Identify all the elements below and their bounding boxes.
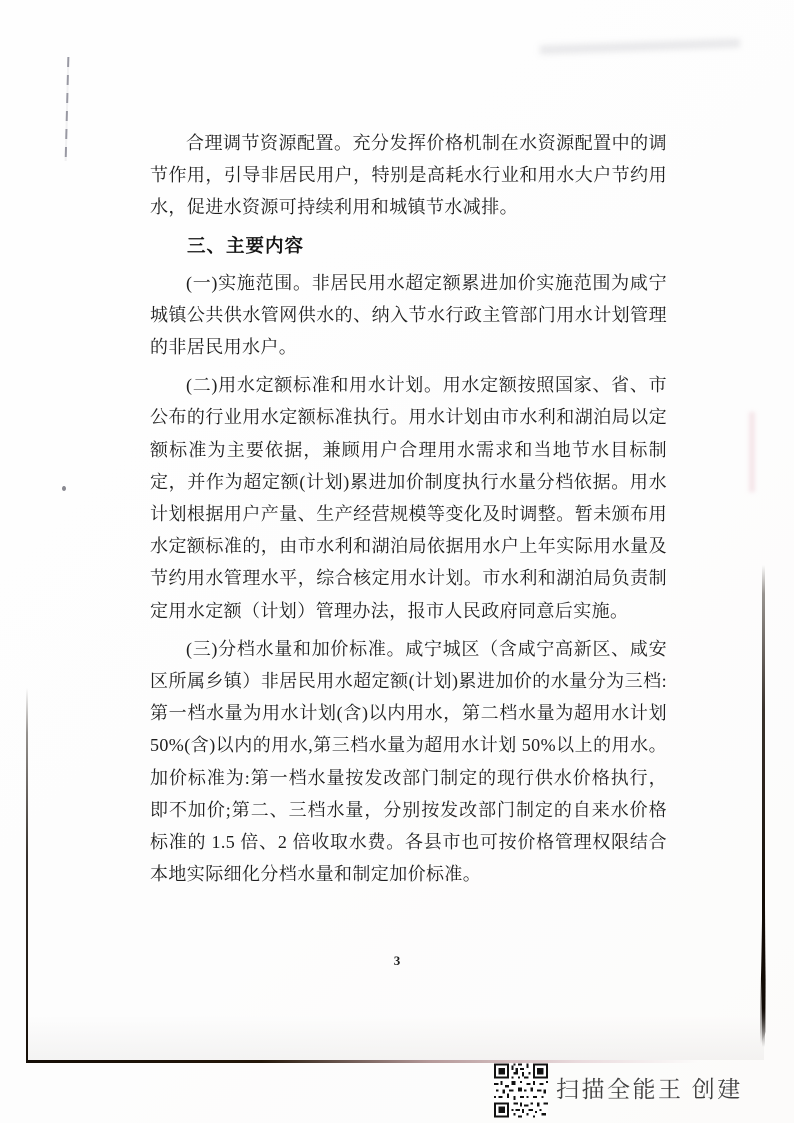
scan-artifact-scratch <box>65 57 70 161</box>
paragraph-quota-plan: (二)用水定额标准和用水计划。用水定额按照国家、省、市公布的行业用水定额标准执行。用水计划由市水利和湖泊局以定额标准为主要依据，兼顾用户合理用水需求和当地节水目标制定，并作为超定额(计划)累进加价制度执行水量分档依据。用水计划根据用户产量、生产经营规模等变化及时调整。暂未颁布用水定额标准的，由市水利和湖泊局依据用水户上年实际用水量及节约用水管理水平，综合核定用水计划。市水利和湖泊局负责制定用水定额（计划）管理办法，报市人民政府同意后实施。 <box>150 375 667 621</box>
page-number: 3 <box>393 953 401 968</box>
camscanner-watermark-text: 扫描全能王 创建 <box>556 1077 743 1102</box>
scan-artifact-left-edge <box>26 688 28 1062</box>
document-body <box>150 127 667 896</box>
section-heading-main-content: 三、主要内容 <box>187 234 305 256</box>
scan-artifact-speck <box>191 455 194 458</box>
scan-artifact-bottom-edge <box>26 1060 698 1063</box>
paragraph-intro: 合理调节资源配置。充分发挥价格机制在水资源配置中的调节作用，引导非居民用户，特别是高耗水行业和用水大户节约用水，促进水资源可持续利用和城镇节水减排。 <box>150 133 667 218</box>
scan-artifact-speck <box>62 486 66 491</box>
paragraph-scope: (一)实施范围。非居民用水超定额累进加价实施范围为咸宁城镇公共供水管网供水的、纳入节水行政主管部门用水计划管理的非居民用水户。 <box>150 272 667 358</box>
scan-artifact-smudge <box>540 39 740 55</box>
scan-artifact-pink-smudge <box>749 412 755 492</box>
paragraph-tier-pricing: (三)分档水量和加价标准。咸宁城区（含咸宁高新区、咸安区所属乡镇）非居民用水超定额(计划)累进加价的水量分为三档:第一档水量为用水计划(含)以内用水，第二档水量为超用水计划50%(含)以内的用水,第三档水量为超用水计划 50%以上的用水。加价标准为:第一档水量按发改部门制定的现行供水价格执行，即不加价;第二、三档水量，分别按发改部门制定的自来水价格标准的 1.5 倍、2 倍收取水费。各县市也可按价格管理权限结合本地实际细化分档水量和制定加价标准。 <box>150 638 667 885</box>
qr-code-icon <box>494 1063 548 1118</box>
scan-artifact-shadow <box>26 1015 764 1060</box>
